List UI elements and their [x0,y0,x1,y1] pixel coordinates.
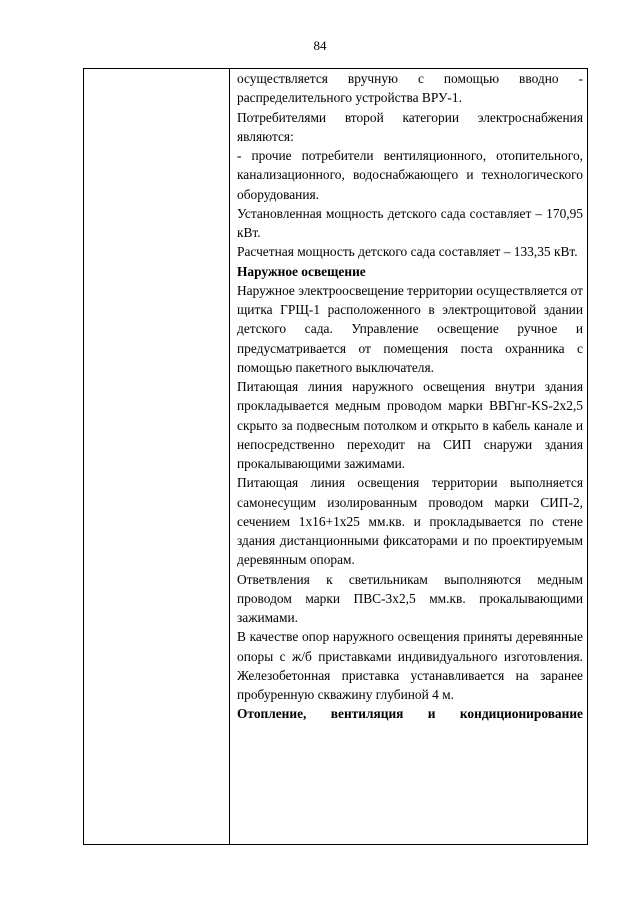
table-right-column [237,69,583,844]
table-left-column [84,69,230,844]
paragraph-calculated-power: Расчетная мощность детского сада составляет – 133,35 кВт. [237,244,578,260]
document-table [83,68,588,845]
paragraph-outdoor-lighting: Наружное электроосвещение территории осуществляется от щитка ГРЩ-1 расположенного в электрощитовой здании детского сада. Управление освещение ручное и предусматривается от помещения поста охранника с помощью пакетного выключателя. [237,282,583,375]
paragraph-supply-line-inside: Питающая линия наружного освещения внутри здания прокладывается медным проводом марки ВВГнг-KS-2х2,5 скрыто за подвесным потолком и открыто в кабель канале и непосредственно переходит на СИП снаружи здания прокалывающими зажимами. [237,379,583,471]
paragraph-poles: В качестве опор наружного освещения приняты деревянные опоры с ж/б приставками индивидуального изготовления. Железобетонная приставка устанавливается на заранее пробуренную скважину глубиной 4 м. [237,629,583,702]
paragraph-consumers-list: - прочие потребители вентиляционного, отопительного, канализационного, водоснабжающего и технологического оборудования. [237,148,583,202]
section-heading-outdoor-lighting: Наружное освещение [237,263,366,279]
paragraph-supply-line-territory: Питающая линия освещения территории выполняется самонесущим изолированным проводом марки СИП-2, сечением 1х16+1х25 мм.кв. и прокладывается по стене здания дистанционными фиксаторами и по проектируемым деревянным опорам. [237,475,583,568]
paragraph-second-category: Потребителями второй категории электроснабжения являются: [237,109,583,144]
section-heading-heating: Отопление, вентиляция и кондиционирование [237,706,583,722]
paragraph-installed-power: Установленная мощность детского сада составляет – 170,95 кВт. [237,205,583,240]
page-number: 84 [313,38,327,53]
paragraph-branches: Ответвления к светильникам выполняются медным проводом марки ПВС-3х2,5 мм.кв. прокалывающими зажимами. [237,571,583,625]
paragraph-vru: осуществляется вручную с помощью вводно - распределительного устройства ВРУ-1. [237,71,583,106]
